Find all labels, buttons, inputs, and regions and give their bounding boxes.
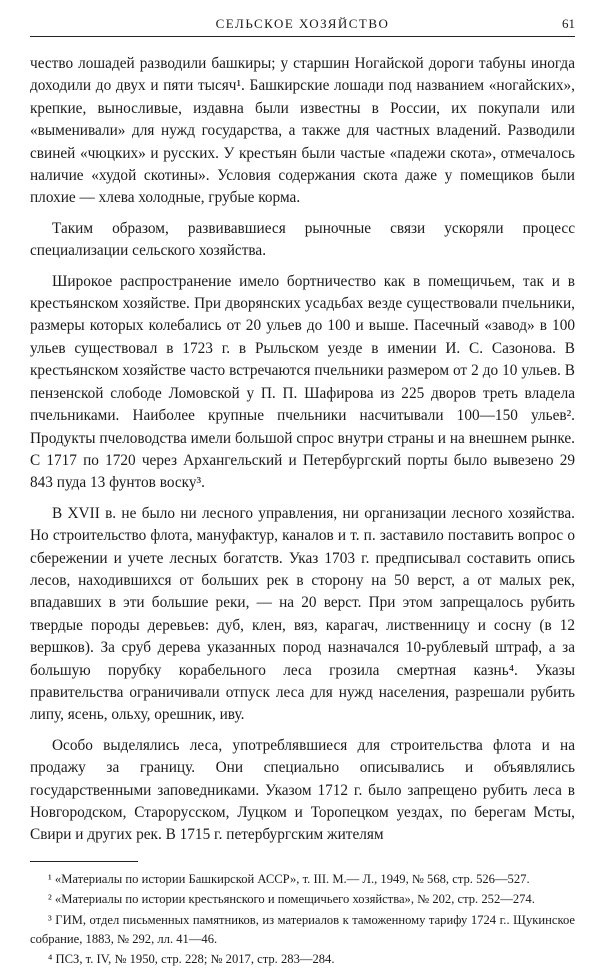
footnote-1: ¹ «Материалы по истории Башкирской АССР», т. III. М.— Л., 1949, № 568, стр. 526—527. bbox=[48, 871, 530, 886]
footnote-4: ⁴ ПСЗ, т. IV, № 1950, стр. 228; № 2017, стр. 283—284. bbox=[48, 952, 335, 967]
footnotes bbox=[30, 870, 575, 969]
paragraph-forestry: В XVII в. не было ни лесного управления, ни организации лесного хозяйства. Но строительство флота, мануфактур, каналов и т. п. заставило поставить вопрос о сбережении и учете лесных богатств. Указ 1703 г. предписывал составить опись лесов, находившихся от больших рек в сторону на 50 верст, а от малых рек, впадавших в эти большие реки, — на 20 верст. При этом запрещалось рубить твердые породы деревьев: дуб, клен, вяз, карагач, лиственницу и сосну (в 12 вершков). За сруб дерева указанных пород назначался 10-рублевый штраф, а за большую порубку корабельного леса грозила смертная казнь⁴. Указы правительства ограничивали отпуск леса для нужд населения, разрешали рубить липу, ясень, ольху, орешник, иву. bbox=[30, 504, 575, 724]
paragraph-specialization: Таким образом, развивавшиеся рыночные связи ускоряли процесс специализации сельского хозяйства. bbox=[30, 219, 575, 260]
footnote-divider bbox=[30, 861, 138, 862]
page-number: 61 bbox=[562, 16, 575, 31]
paragraph-continuation: чество лошадей разводили башкиры; у старшин Ногайской дороги табуны иногда доходили до двух и пяти тысяч¹. Башкирские лошади под названием «ногайских», крепкие, выносливые, издавна были известны в России, их покупали или «выменивали» для нужд государства, а также для частных владений. Разводили свиней «чюцких» и русских. У крестьян были частые «падежи скота», отмечалось наличие «худой скотины». Условия содержания скота даже у помещиков были плохие — хлева холодные, грубые корма. bbox=[30, 55, 575, 207]
footnote-2: ² «Материалы по истории крестьянского и помещичьего хозяйства», № 202, стр. 252—274. bbox=[48, 892, 535, 907]
book-page bbox=[30, 14, 575, 971]
paragraph-beekeeping: Широкое распространение имело бортничество как в помещичьем, так и в крестьянском хозяйстве. При дворянских усадьбах везде существовали пчельники, размеры которых колебались от 20 ульев до 100 и выше. Пасечный «завод» в 100 ульев существовал в 1723 г. в Рыльском уезде в имении И. С. Сазонова. В крестьянском хозяйстве часто встречаются пчельники размером от 2 до 10 ульев. В пензенской слободе Ломовской у П. П. Шафирова из 225 дворов треть владела пчельниками. Наиболее крупные пчельники насчитывали 100—150 ульев². Продукты пчеловодства имели большой спрос внутри страны и на внешнем рынке. С 1717 по 1720 через Архангельский и Петербургский порты было вывезено 29 843 пуда 13 фунтов воску³. bbox=[30, 272, 575, 492]
main-text bbox=[30, 53, 575, 847]
paragraph-reserved-forests: Особо выделялись леса, употреблявшиеся для строительства флота и на продажу за границу. Они специально описывались и объявлялись государственными заповедниками. Указом 1712 г. было запрещено рубить леса в Новгородском, Старорусском, Луцком и Торопецком уездах, по берегам Мсты, Свири и других рек. В 1715 г. петербургским жителям bbox=[30, 736, 575, 844]
running-title: СЕЛЬСКОЕ ХОЗЯЙСТВО bbox=[215, 16, 390, 31]
running-header bbox=[30, 14, 575, 37]
footnote-3: ³ ГИМ, отдел письменных памятников, из материалов к таможенному тарифу 1724 г.. Щукинское собрание, 1883, № 292, лл. 41—46. bbox=[30, 913, 575, 946]
